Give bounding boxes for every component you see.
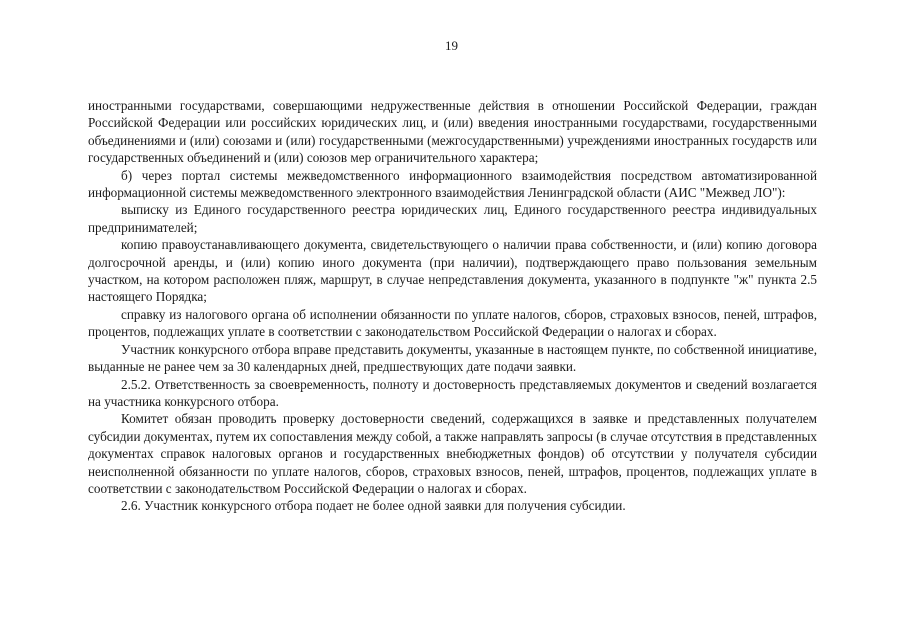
paragraph-single-application: 2.6. Участник конкурсного отбора подает не более одной заявки для получения субсидии. bbox=[121, 498, 626, 514]
paragraph-sanctions-continuation: иностранными государствами, совершающими недружественные действия в отношении Российской Федерации, граждан Российской Федерации или российских юридических лиц, и (или) введения иностранными государствами, государственными объединениями и (или) союзами и (или) государственными (межгосударственными) учреждениями иностранных государств или государственных объединений и (или) союзов мер ограничительного характера; bbox=[88, 98, 817, 166]
paragraph-tax-certificate: справку из налогового органа об исполнении обязанности по уплате налогов, сборов, страховых взносов, пеней, штрафов, процентов, подлежащих уплате в соответствии с законодательством Российской Федерации о налогах и сборах. bbox=[88, 306, 817, 340]
page-number: 19 bbox=[445, 38, 458, 53]
paragraph-committee-verification: Комитет обязан проводить проверку достоверности сведений, содержащихся в заявке и представленных получателем субсидии документах, путем их сопоставления между собой, а также направлять запросы (в случае отсутствия в представленных документах справок налоговых органов и государственных внебюджетных фондов) об отсутствии у получателя субсидии неисполненной обязанности по уплате налогов, сборов, страховых взносов, пеней, штрафов, процентов, подлежащих уплате в соответствии с законодательством Российской Федерации о налогах и сборах. bbox=[88, 411, 817, 496]
paragraph-title-document: копию правоустанавливающего документа, свидетельствующего о наличии права собственности, и (или) копию договора долгосрочной аренды, и (или) копию иного документа (при наличии), подтверждающего право пользования земельным участком, на котором расположен пляж, маршрут, в случае непредставления документа, указанного в подпункте "ж" пункта 2.5 настоящего Порядка; bbox=[88, 237, 817, 305]
document-body bbox=[88, 97, 817, 515]
paragraph-portal-request: б) через портал системы межведомственного информационного взаимодействия посредством автоматизированной информационной системы межведомственного электронного взаимодействия Ленинградской области (АИС "Межвед ЛО"): bbox=[88, 167, 817, 201]
paragraph-responsibility: 2.5.2. Ответственность за своевременность, полноту и достоверность представляемых документов и сведений возлагается на участника конкурсного отбора. bbox=[88, 376, 817, 409]
paragraph-own-initiative: Участник конкурсного отбора вправе представить документы, указанные в настоящем пункте, по собственной инициативе, выданные не ранее чем за 30 календарных дней, предшествующих дате подачи заявки. bbox=[88, 341, 817, 375]
paragraph-registry-extract: выписку из Единого государственного реестра юридических лиц, Единого государственного реестра индивидуальных предпринимателей; bbox=[88, 202, 817, 235]
